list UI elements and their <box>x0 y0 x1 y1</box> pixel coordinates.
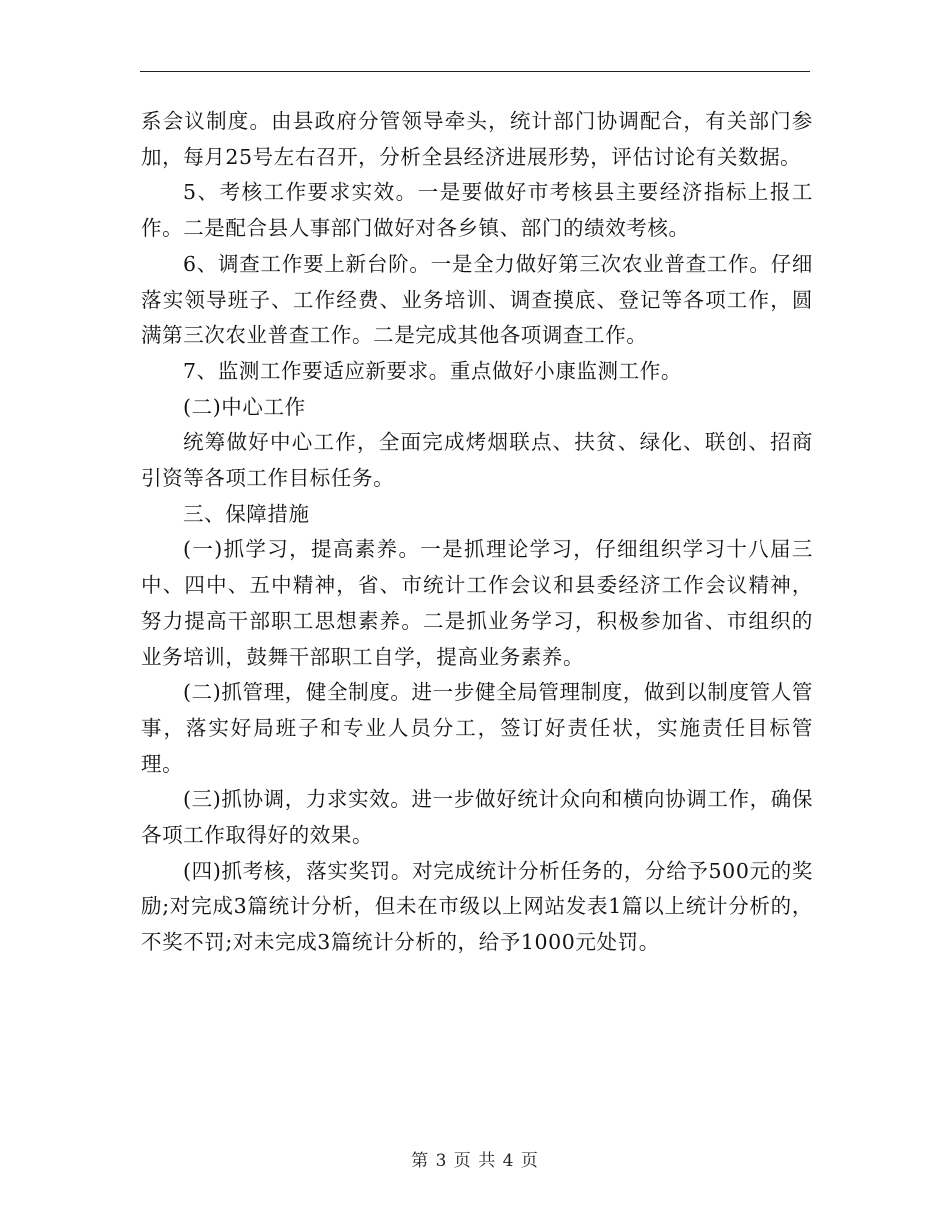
paragraph-9: (二)抓管理，健全制度。进一步健全局管理制度，做到以制度管人管事，落实好局班子和专业人员分工，签订好责任状，实施责任目标管理。 <box>141 680 813 776</box>
section-heading-safeguards: 三、保障措施 <box>183 501 310 526</box>
document-body <box>141 104 813 961</box>
paragraph-3: 6、调查工作要上新台阶。一是全力做好第三次农业普查工作。仔细落实领导班子、工作经费、业务培训、调查摸底、登记等各项工作，圆满第三次农业普查工作。二是完成其他各项调查工作。 <box>141 251 813 348</box>
header-rule <box>140 71 810 72</box>
paragraph-6: 统筹做好中心工作，全面完成烤烟联点、扶贫、绿化、联创、招商引资等各项工作目标任务。 <box>141 430 813 491</box>
paragraph-10: (三)抓协调，力求实效。进一步做好统计众向和横向协调工作，确保各项工作取得好的效果。 <box>141 787 813 848</box>
paragraph-4: 7、监测工作要适应新要求。重点做好小康监测工作。 <box>183 358 682 383</box>
paragraph-1: 系会议制度。由县政府分管领导牵头，统计部门协调配合，有关部门参加，每月25号左右召开，分析全县经济进展形势，评估讨论有关数据。 <box>141 109 813 169</box>
page-number: 第 3 页 共 4 页 <box>411 1151 539 1171</box>
section-heading-center-work: (二)中心工作 <box>183 394 306 419</box>
paragraph-8: (一)抓学习，提高素养。一是抓理论学习，仔细组织学习十八届三中、四中、五中精神，省、市统计工作会议和县委经济工作会议精神，努力提高干部职工思想素养。二是抓业务学习，积极参加省、市组织的业务培训，鼓舞干部职工自学，提高业务素养。 <box>141 537 813 669</box>
paragraph-2: 5、考核工作要求实效。一是要做好市考核县主要经济指标上报工作。二是配合县人事部门做好对各乡镇、部门的绩效考核。 <box>141 180 813 241</box>
paragraph-11: (四)抓考核，落实奖罚。对完成统计分析任务的，分给予500元的奖励;对完成3篇统计分析，但未在市级以上网站发表1篇以上统计分析的，不奖不罚;对未完成3篇统计分析的，给予1000元处罚。 <box>141 858 813 955</box>
